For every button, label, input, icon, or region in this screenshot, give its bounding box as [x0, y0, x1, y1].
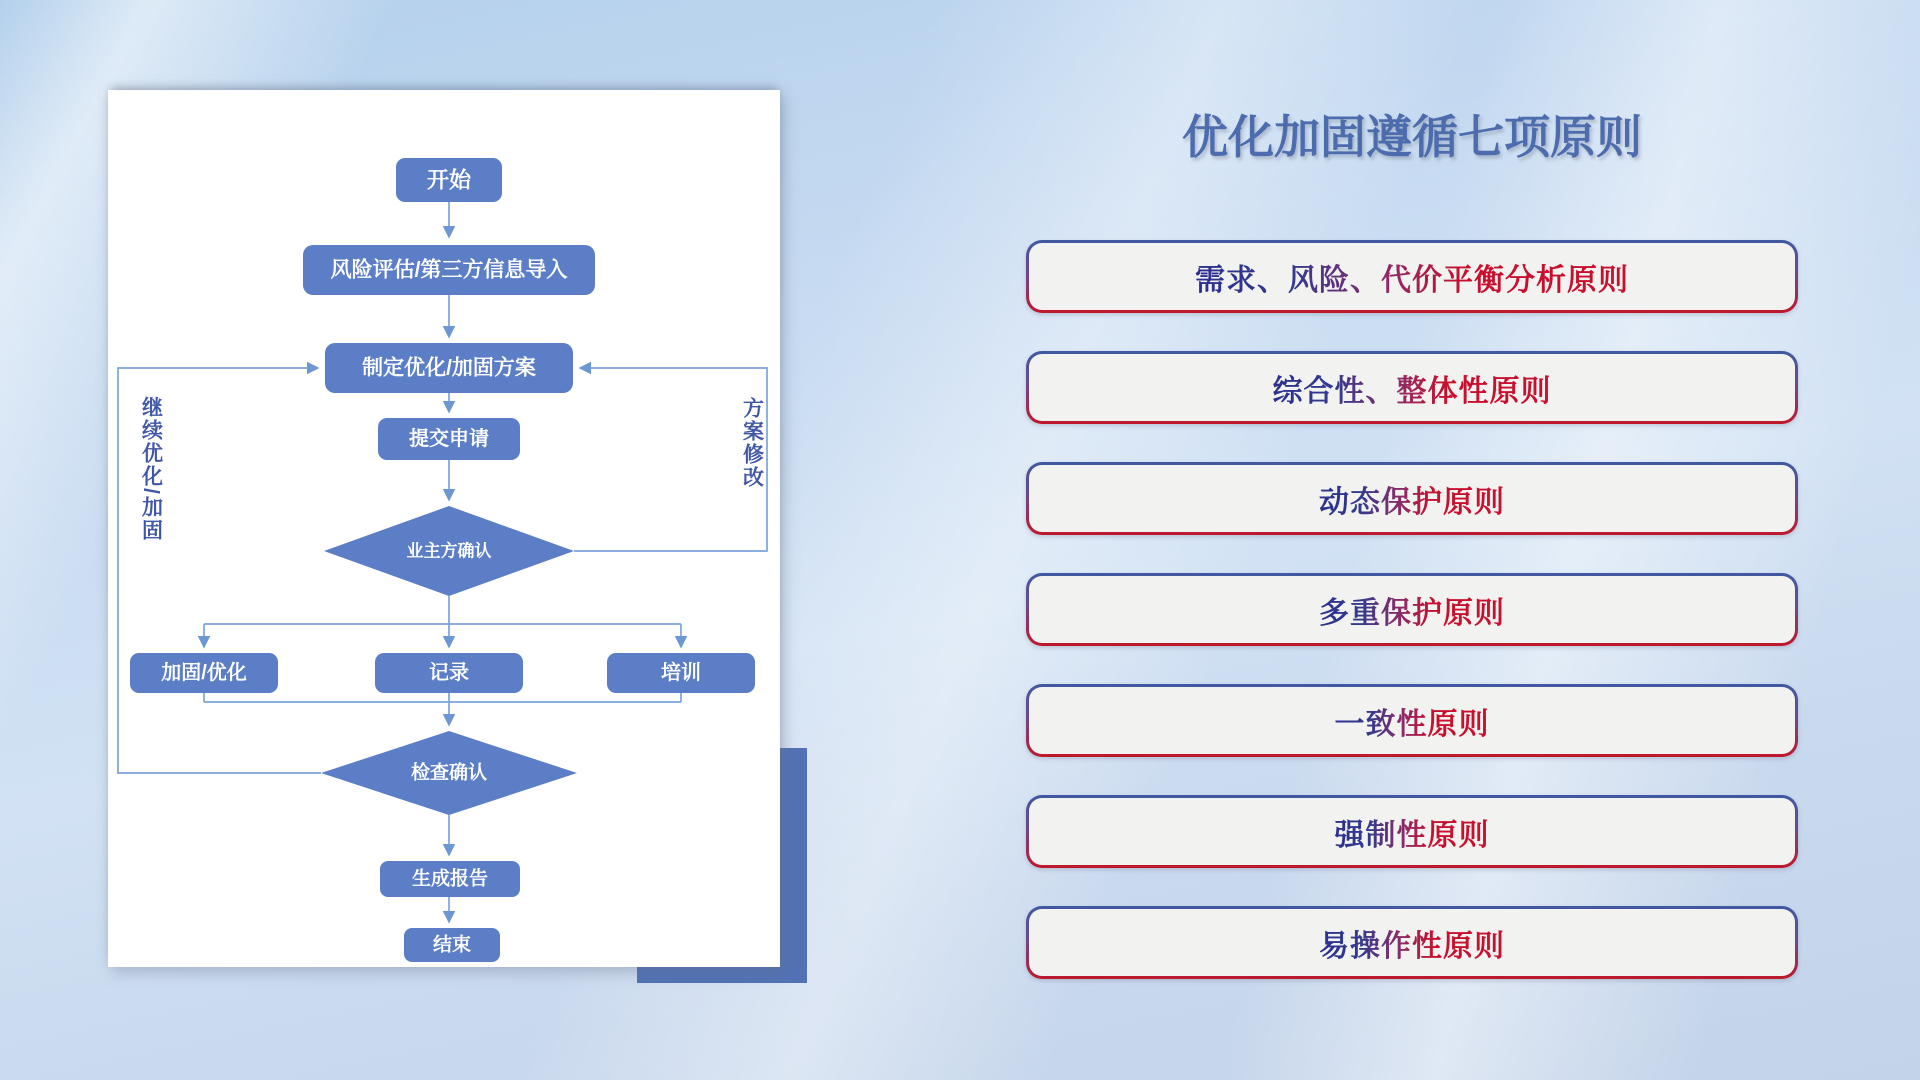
- node-make-plan-label: 制定优化/加固方案: [362, 356, 536, 380]
- node-reinforce-optimize-label: 加固/优化: [161, 662, 247, 684]
- principle-box: [1026, 240, 1798, 313]
- node-generate-report-label: 生成报告: [411, 868, 489, 890]
- node-end-label: 结束: [432, 934, 472, 956]
- principle-box: [1026, 573, 1798, 646]
- node-risk-assessment: [303, 245, 595, 295]
- node-record: [375, 653, 523, 693]
- left-loop-label: 继续优化/加固: [139, 396, 163, 542]
- node-reinforce-optimize: [130, 653, 278, 693]
- principle-box: [1026, 462, 1798, 535]
- principle-label: 多重保护原则: [1319, 588, 1505, 632]
- node-training: [607, 653, 755, 693]
- right-loop-line: [574, 368, 767, 551]
- node-training-label: 培训: [661, 662, 701, 684]
- node-record-label: 记录: [429, 662, 469, 684]
- principle-box: [1026, 351, 1798, 424]
- principle-box: [1026, 684, 1798, 757]
- principle-label: 动态保护原则: [1319, 477, 1505, 521]
- principle-box: [1026, 906, 1798, 979]
- flowchart-card: [108, 90, 780, 967]
- right-loop-label: 方案修改: [740, 397, 764, 489]
- node-check-confirm-decision: [321, 731, 577, 815]
- node-owner-confirm-decision: [324, 506, 574, 596]
- node-check-confirm-label: 检查确认: [410, 762, 488, 784]
- flowchart: [108, 90, 780, 967]
- principle-label: 强制性原则: [1335, 810, 1490, 854]
- node-start-label: 开始: [426, 167, 472, 193]
- node-submit-request-label: 提交申请: [409, 428, 489, 450]
- principle-box: [1026, 795, 1798, 868]
- node-make-plan: [325, 343, 573, 393]
- flow-nodes: [130, 158, 755, 962]
- node-end: [404, 928, 500, 962]
- principle-label: 综合性、整体性原则: [1273, 366, 1552, 410]
- principle-label: 一致性原则: [1335, 699, 1490, 743]
- principles-list: [1026, 240, 1798, 979]
- node-generate-report: [380, 861, 520, 897]
- page-title: 优化加固遵循七项原则: [1182, 111, 1642, 163]
- node-risk-assessment-label: 风险评估/第三方信息导入: [330, 258, 568, 282]
- principle-label: 需求、风险、代价平衡分析原则: [1195, 255, 1629, 299]
- principle-label: 易操作性原则: [1319, 921, 1505, 965]
- node-start: [396, 158, 502, 202]
- node-owner-confirm-label: 业主方确认: [406, 541, 492, 561]
- node-submit-request: [378, 418, 520, 460]
